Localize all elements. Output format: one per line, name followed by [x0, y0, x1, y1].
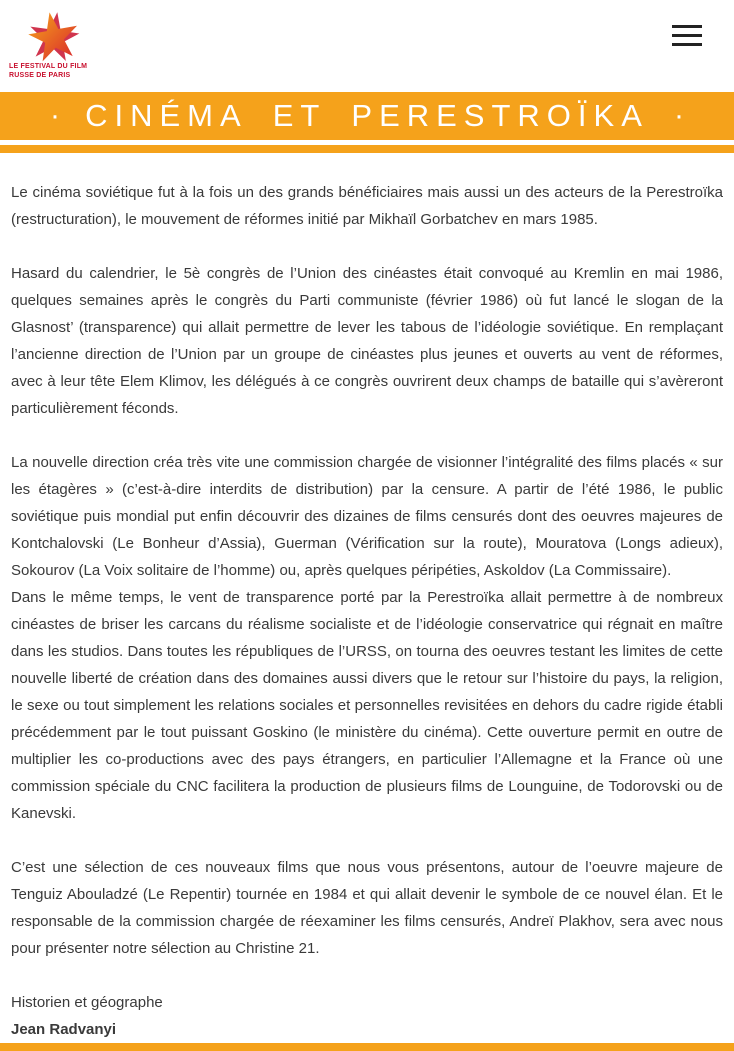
logo-text-line1: LE FESTIVAL DU FILM [9, 63, 88, 70]
banner-stripe [0, 145, 734, 153]
banner-word-cinema: CINÉMA [85, 98, 248, 133]
banner-word-et: ET [272, 98, 327, 133]
hamburger-bar [672, 25, 702, 28]
signature-name: Jean Radvanyi [11, 1021, 117, 1038]
site-header [0, 0, 734, 92]
star-logo-icon [6, 6, 98, 84]
banner-right-dot: · [673, 99, 684, 132]
paragraph-selection: C’est une sélection de ces nouveaux films que nous vous présentons, autour de l’oeuvre majeure de Tenguiz Abouladzé (Le Repentir) tournée en 1984 et qui allait devenir le symbole de ce nouvel élan. Et le responsable de la commission chargée de réexaminer les films censurés, Andreï Plakhov, sera avec nous pour présenter notre sélection au Christine 21. [11, 859, 723, 957]
signature-role: Historien et géographe [11, 994, 163, 1011]
banner-word-perestroika: PERESTROÏKA [351, 98, 649, 133]
paragraph-transparence: Dans le même temps, le vent de transparence porté par la Perestroïka allait permettre à de nombreux cinéastes de briser les carcans du réalisme socialiste et de l’idéologie conservatrice qui régnait en maître dans les studios. Dans toutes les républiques de l’URSS, on tourna des oeuvres testant les limites de cette nouvelle liberté de création dans des domaines aussi divers que le retour sur l’histoire du pays, la religion, le sexe ou tout simplement les relations sociales et personnelles revisitées en dehors du cadre rigide établi précédemment par le tout puissant Goskino (le ministère du cinéma). Cette ouverture permit en outre de multiplier les co-productions avec des pays étrangers, en particulier l’Allemagne et la France où une commission spéciale du CNC facilitera la production de plusieurs films de Lounguine, de Todorovski ou de Kanevski. [11, 589, 723, 822]
footer-bar [0, 1043, 734, 1051]
title-banner [0, 92, 734, 153]
logo-text-line2: RUSSE DE PARIS [9, 72, 71, 79]
hamburger-bar [672, 34, 702, 37]
festival-logo[interactable] [6, 6, 98, 89]
banner-left-dot: · [50, 99, 60, 132]
article-body [0, 153, 734, 1043]
hamburger-bar [672, 43, 702, 46]
paragraph-congres: Hasard du calendrier, le 5è congrès de l’Union des cinéastes était convoqué au Kremlin en mai 1986, quelques semaines après le congrès du Parti communiste (février 1986) où fut lancé le slogan de la Glasnost’ (transparence) qui allait permettre de lever les tabous de l’idéologie soviétique. En remplaçant l’ancienne direction de l’Union par un groupe de cinéastes plus jeunes et ouverts au vent de réformes, avec à leur tête Elem Klimov, les délégués à ce congrès ouvrirent deux champs de bataille qui s’avèreront particulièrement féconds. [11, 265, 723, 417]
banner-main-bar [0, 92, 734, 140]
hamburger-menu-icon[interactable] [672, 25, 702, 46]
paragraph-commission: La nouvelle direction créa très vite une commission chargée de visionner l’intégralité des films placés « sur les étagères » (c’est-à-dire interdits de distribution) par la censure. A partir de l’été 1986, le public soviétique puis mondial put enfin découvrir des dizaines de films censurés dont des oeuvres majeures de Kontchalovski (Le Bonheur d’Assia), Guerman (Vérification sur la route), Mouratova (Longs adieux), Sokourov (La Voix solitaire de l’homme) ou, après quelques péripéties, Askoldov (La Commissaire). [11, 454, 723, 579]
paragraph-intro: Le cinéma soviétique fut à la fois un des grands bénéficiaires mais aussi un des acteurs de la Perestroïka (restructuration), le mouvement de réformes initié par Mikhaïl Gorbatchev en mars 1985. [11, 184, 723, 228]
